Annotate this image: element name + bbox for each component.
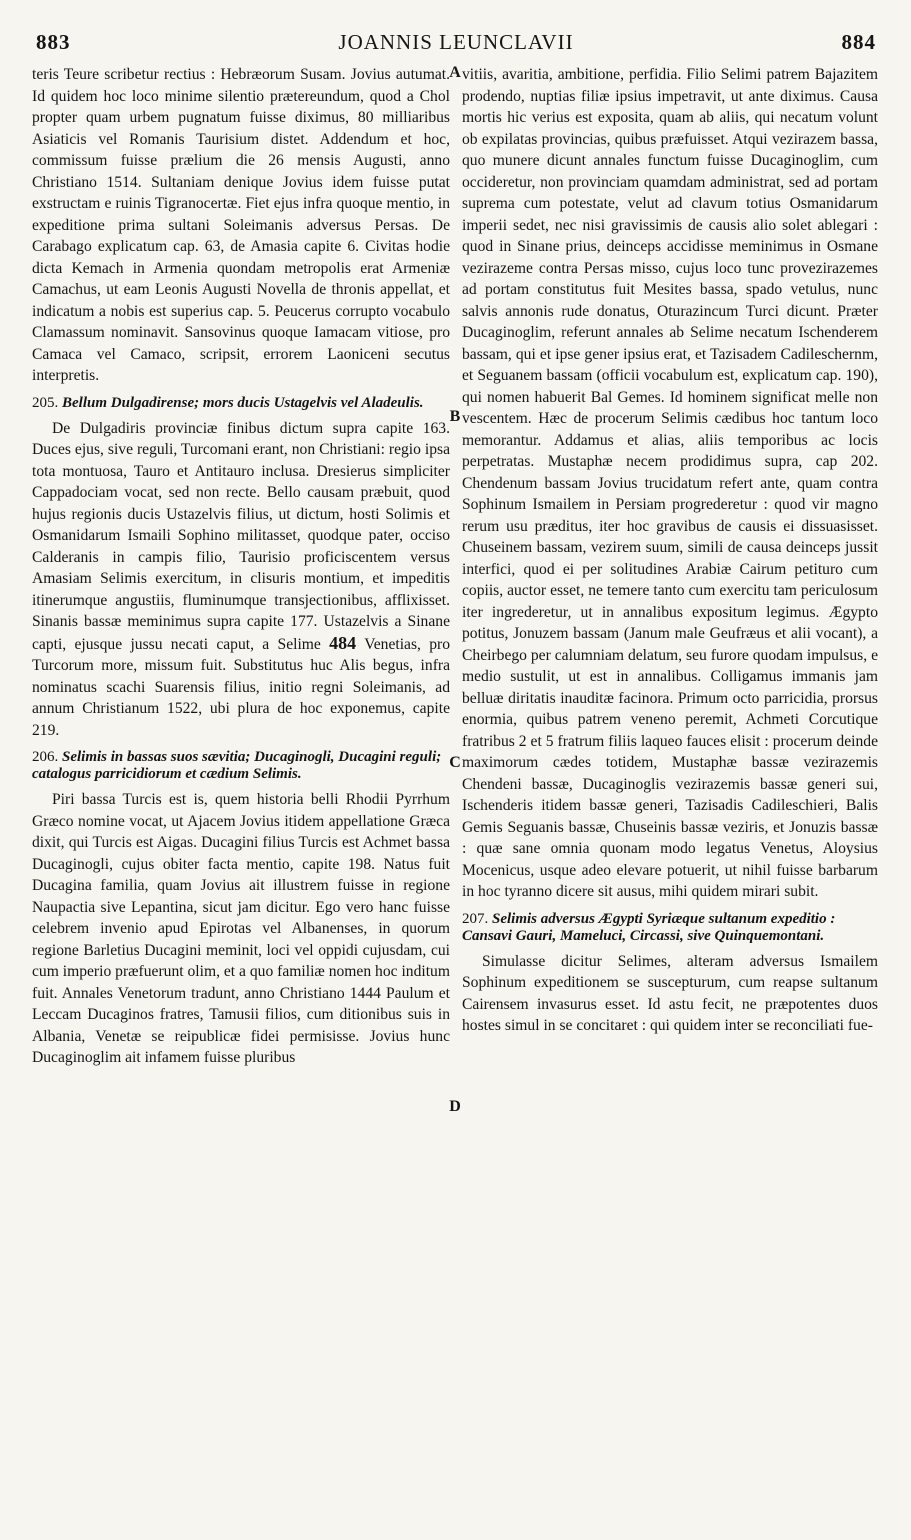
margin-letter-d: D <box>449 1098 461 1115</box>
margin-letter-a: A <box>449 64 461 81</box>
margin-letter-b: B <box>449 408 461 425</box>
library-mark: 484 <box>329 632 357 653</box>
section-title: Bellum Dulgadirense; mors ducis Ustagelvis vel Aladeulis. <box>62 394 424 411</box>
paragraph <box>32 418 450 742</box>
paragraph: Simulasse dicitur Selimes, alteram adversus Ismailem Sophinum expeditionem se suscepturum, cum reapse sultanum Cairensem invasurus esset. Id astu fecit, ne præpotentes duos hostes simul in se concitaret : qui quidem inter se reconciliati fue- <box>462 952 878 1034</box>
section-heading-207 <box>462 911 878 945</box>
page-number-left: 883 <box>36 30 71 54</box>
page-number-right: 884 <box>841 30 876 54</box>
left-column <box>32 64 450 1069</box>
section-title: Selimis in bassas suos sævitia; Ducaginogli, Ducagini reguli; catalogus parricidiorum et cædium Selimis. <box>32 749 442 782</box>
section-number: 207. <box>462 910 489 927</box>
margin-letter-c: C <box>449 754 461 771</box>
paragraph: teris Teure scribetur rectius : Hebræorum Susam. Jovius autumat. Id quidem hoc loco minime silentio prætereundum, quod a Chol propter quam urbem pugnatum fuisse diximus, 80 milliaribus Asiaticis vel Romanis Taurisium distet. Addendum et hoc, commissum fuisse prælium die 26 mensis Augusti, anno Christiano 1514. Sultaniam denique Jovius idem fuisse putat exstructam e ruinis Tigranocertæ. Fiet ejus infra quoque mentio, in expeditione prima sultani Soleimanis adversus Persas. De Carabago explicatum cap. 63, de Amasia capite 6. Civitas hodie dicta Kemach in Armenia quondam metropolis erat Armeniæ Camachus, ut eam Leonis Augusti Novella de thronis appellat, et indicatum a nobis est superius cap. 5. Peucerus corrupto vocabulo Clamassum nominavit. Sansovinus quoque Iamacam vitiose, pro Camaca vel Camaco, scripsit, errorem Laoniceni secutus interpretis. <box>32 66 450 384</box>
section-number: 206. <box>32 749 59 765</box>
section-title: Selimis adversus Ægypti Syriæque sultanum expeditio : Cansavi Gauri, Mameluci, Circassi, sive Quinquemontani. <box>462 910 836 944</box>
running-title: JOANNIS LEUNCLAVII <box>338 30 574 54</box>
section-number: 205. <box>32 394 59 411</box>
right-column <box>462 64 878 1037</box>
section-heading-205 <box>32 395 450 412</box>
paragraph: Piri bassa Turcis est is, quem historia belli Rhodii Pyrrhum Græco nomine vocat, ut Ajacem Jovius itidem appellatione Græca dixit, qui Turcis est Aigas. Ducagini filius Turcis est Achmet bassa Ducaginogli, cujus obiter facta mentio, capite 198. Natus fuit Ducagina familia, quam Jovius ait illustrem fuisse in regione Naupactia sive Lepantina, sicut jam dicitur. Ego vero hanc fuisse celebrem invenio apud Epirotas vel Albanenses, in quorum regione Barletius Ducagini meminit, loci vel oppidi cujusdam, cui cum imperio præfuerunt olim, et a quo familiæ nomen hoc inditum fuit. Annales Venetorum tradunt, anno Christiano 1444 Paulum et Leccam Ducaginos fratres, Tamusii filios, cum ditionibus suis in Albania, Venetæ se reipublicæ fidei permisisse. Jovius hunc Ducaginoglim ait infamem fuisse pluribus <box>32 791 450 1066</box>
section-heading-206 <box>32 749 450 783</box>
paragraph-text: Venetias, pro Turcorum more, missum fuit. Substitutus huc Alis begus, infra nominatus scachi Suarensis filius, initio regni Soleimanis, ad annum Christianum 1522, ubi plura de hoc exponemus, capite 219. <box>32 635 450 739</box>
page-header <box>36 30 876 56</box>
paragraph: vitiis, avaritia, ambitione, perfidia. Filio Selimi patrem Bajazitem prodendo, nuptias filiæ ipsius impetravit, ut ante diximus. Causa mortis hic verius est exposita, quam ab aliis, qui necatum volunt ob expilatas provincias, quibus præfuisset. Atqui vezirazem bassa, quo munere dicunt annales functum fuisse Ducaginoglim, cum occideretur, non provinciam quamdam administrat, sed ad portam suprema cum potestate, velut ad clavum totius Osmanidarum imperii sedet, nec nisi gravissimis de causis alio solet ablegari : quod in Sinane prius, deinceps accidisse meminimus in Osmane vezirazeme contra Persas misso, cujus loco tunc provezirazemes ad portam constitutus fuit Mesites bassa, spado vetulus, nunc salvis annonis rude donatus, Oturazincum Turci dicunt. Præter Ducaginoglim, referunt annales ab Selime necatum Ischenderem bassam, qui et ipse gener ipsius erat, et Tazisadem Cadileschernm, et Seguanem bassam (officii vocabulum est, explicatum cap. 190), qui nomen habuerit Bal Gemes. Id hominem significat melle non vescentem. Hæc de procerum Selimis cædibus hoc tantum loco memorantur. Addamus et alias, aliis temporibus ac locis perpetratas. Mustaphæ necem prodidimus supra, cap 202. Chendenum bassam Jovius trucidatum refert ante, quam contra Sophinum Ismailem in Persiam progrederetur : quod vir magno rerum usu præditus, iter hoc gravibus de causis ei dissuasisset. Chuseinem bassam, vezirem suum, simili de causa deinceps jussit interfici, quod ei per solitudines Arabiæ Cairum petituro cum copiis, auctor esset, ne temere tanto cum exercitu tam periculosum iter ingrederetur, ut in annalibus expositum legimus. Ægypto potitus, Jonuzem bassam (Janum male Geufræus et alii vocant), a Cheirbego per calumniam delatum, seu furore quodam impulsus, e medio sustulit, ut est in annalibus. Colligamus immanis jam belluæ diritatis inauditæ facinora. Primum octo parricidia, prorsus enormia, quibus patrem veneno peremit, Achmeti Corcutique fratribus 2 et 5 fratrum filiis laqueo fauces elisit : procerum deinde maximorum cædes totidem, Mustaphæ bassæ vezirazemis Chendeni bassæ, Ducaginoglis vezirazemis bassæ generi sui, Ischenderis itidem bassæ generi, Tazisadis Cadileschieri, Balis Gemis Seguanis bassæ, Chuseinis bassæ veziris, et Jonuzis bassæ : quæ sane omnia quonam modo legatus Venetus, Aloysius Mocenicus, usque adeo elevare potuerit, ut nihil fuisse barbarum in hoc tyranno dicere sit ausus, mihi quidem mirari subit. <box>462 66 878 900</box>
paragraph-text: De Dulgadiris provinciæ finibus dictum supra capite 163. Duces ejus, sive reguli, Turcomani erant, non Christiani: regio ipsa tota montuosa, Tauro et Antitauro inclusa. Dresierus simpliciter Cappadociam vocat, sed non recte. Bello causam præbuit, quod hujus regionis ducis Ustazelvis filius, ut dictum, hosti Solimis et Osmanidarum Ismaili Sophino militasset, quodque pater, occiso Calderanis in campis filio, Taurisio proficiscentem versus Amasiam Selimis exercitum, in clisuris montium, et impeditis itinerumque angustiis, fluminumque transjectionibus, afflixisset. Sinanis bassæ meminimus supra capite 177. Ustazelvis a Sinane capti, ejusque jussu necati caput, a Selime <box>32 419 450 653</box>
